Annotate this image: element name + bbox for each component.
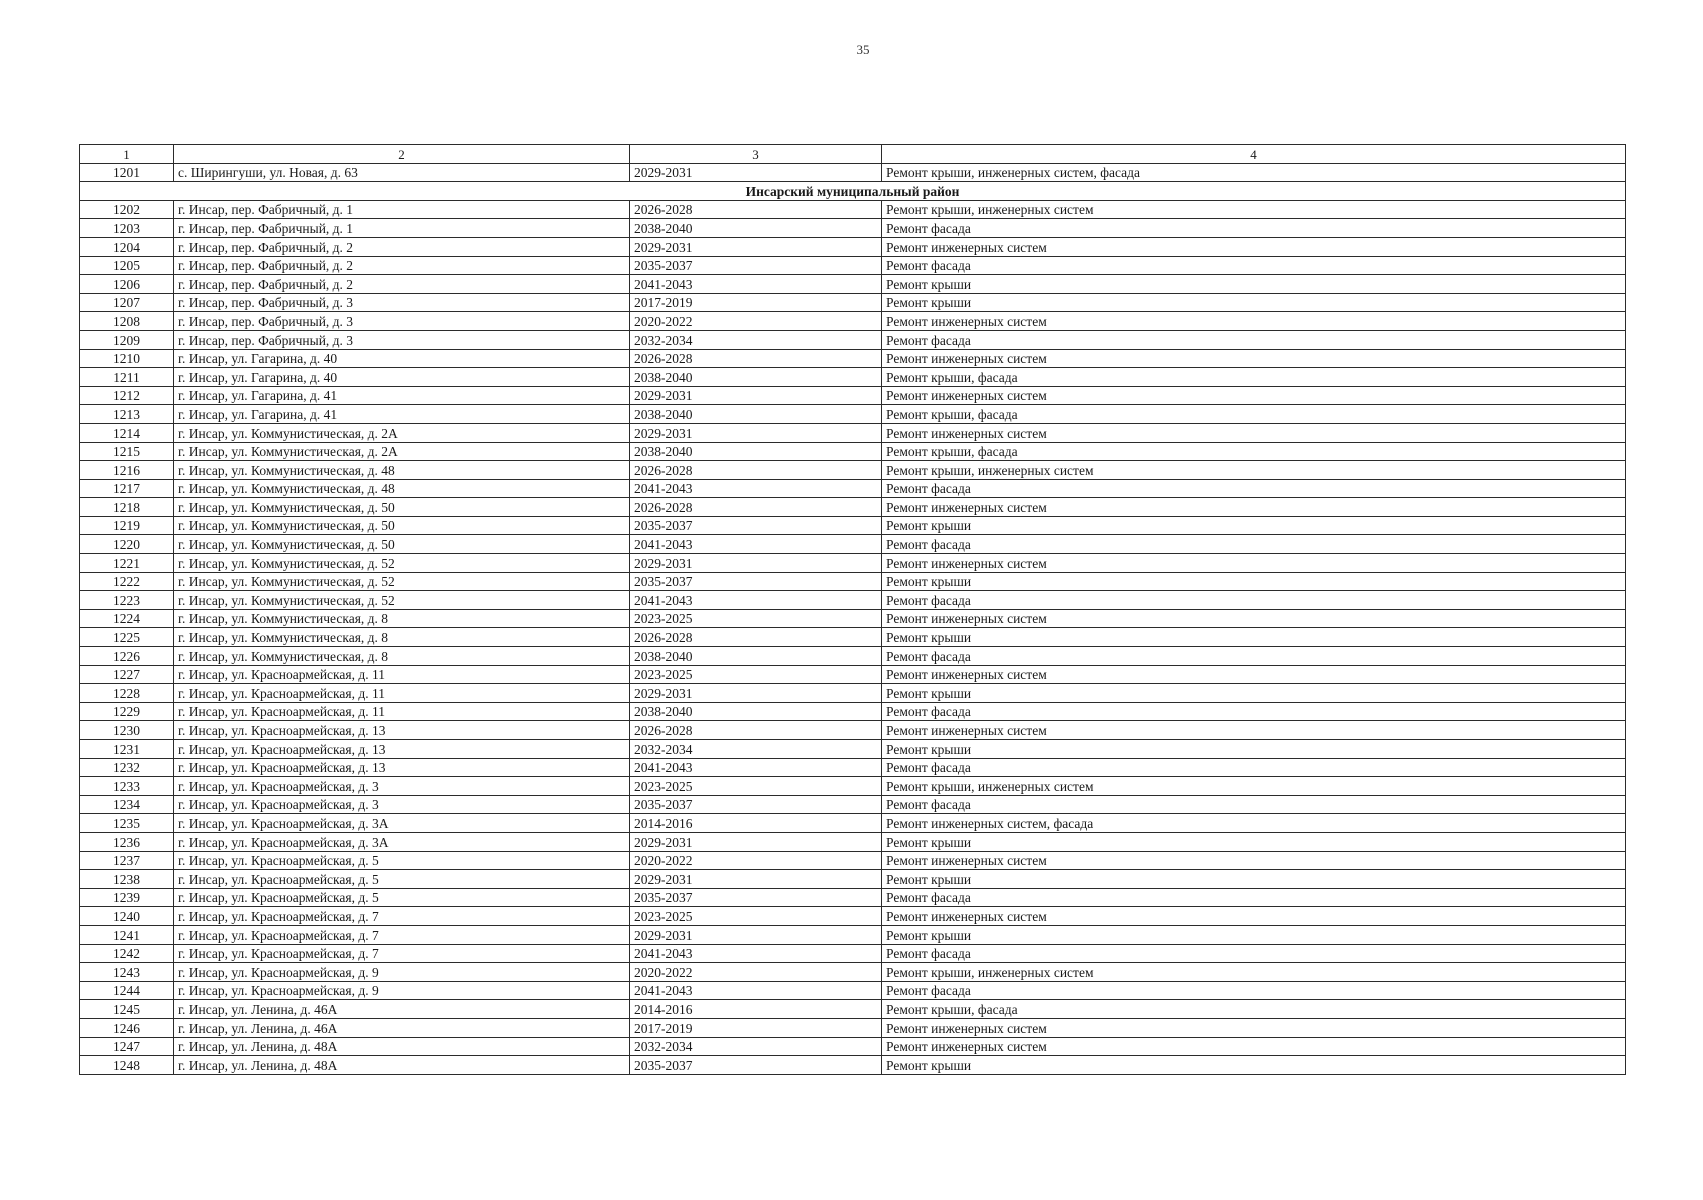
address-cell: г. Инсар, ул. Ленина, д. 46А <box>174 1000 630 1019</box>
period-cell: 2041-2043 <box>630 275 882 294</box>
period-cell: 2032-2034 <box>630 740 882 759</box>
period-cell: 2038-2040 <box>630 442 882 461</box>
row-number: 1225 <box>80 628 174 647</box>
work-type-cell: Ремонт крыши <box>882 293 1626 312</box>
period-cell: 2020-2022 <box>630 851 882 870</box>
row-number: 1216 <box>80 461 174 480</box>
table-row <box>80 758 1626 777</box>
address-cell: г. Инсар, ул. Красноармейская, д. 13 <box>174 721 630 740</box>
address-cell: г. Инсар, ул. Красноармейская, д. 3А <box>174 832 630 851</box>
period-cell: 2035-2037 <box>630 795 882 814</box>
row-number: 1224 <box>80 609 174 628</box>
row-number: 1233 <box>80 777 174 796</box>
address-cell: г. Инсар, пер. Фабричный, д. 2 <box>174 256 630 275</box>
row-number: 1242 <box>80 944 174 963</box>
period-cell: 2029-2031 <box>630 237 882 256</box>
period-cell: 2035-2037 <box>630 888 882 907</box>
period-cell: 2026-2028 <box>630 628 882 647</box>
row-number: 1213 <box>80 405 174 424</box>
column-header: 2 <box>174 145 630 164</box>
work-type-cell: Ремонт крыши <box>882 832 1626 851</box>
period-cell: 2026-2028 <box>630 200 882 219</box>
work-type-cell: Ремонт фасада <box>882 795 1626 814</box>
work-type-cell: Ремонт инженерных систем <box>882 721 1626 740</box>
row-number: 1223 <box>80 591 174 610</box>
address-cell: г. Инсар, ул. Коммунистическая, д. 8 <box>174 647 630 666</box>
work-type-cell: Ремонт крыши <box>882 925 1626 944</box>
period-cell: 2023-2025 <box>630 907 882 926</box>
address-cell: г. Инсар, ул. Коммунистическая, д. 48 <box>174 461 630 480</box>
table-row <box>80 981 1626 1000</box>
table-row <box>80 777 1626 796</box>
table-row <box>80 200 1626 219</box>
work-type-cell: Ремонт инженерных систем <box>882 1037 1626 1056</box>
row-number: 1215 <box>80 442 174 461</box>
table-row <box>80 907 1626 926</box>
table-row <box>80 870 1626 889</box>
period-cell: 2023-2025 <box>630 777 882 796</box>
table-row <box>80 442 1626 461</box>
row-number: 1211 <box>80 368 174 387</box>
period-cell: 2017-2019 <box>630 293 882 312</box>
work-type-cell: Ремонт инженерных систем, фасада <box>882 814 1626 833</box>
address-cell: г. Инсар, пер. Фабричный, д. 3 <box>174 330 630 349</box>
work-type-cell: Ремонт крыши <box>882 740 1626 759</box>
address-cell: г. Инсар, ул. Красноармейская, д. 11 <box>174 665 630 684</box>
period-cell: 2038-2040 <box>630 368 882 387</box>
address-cell: г. Инсар, ул. Коммунистическая, д. 52 <box>174 591 630 610</box>
table-row <box>80 479 1626 498</box>
row-number: 1219 <box>80 516 174 535</box>
row-number: 1241 <box>80 925 174 944</box>
period-cell: 2029-2031 <box>630 870 882 889</box>
table-row <box>80 386 1626 405</box>
address-cell: г. Инсар, ул. Коммунистическая, д. 8 <box>174 609 630 628</box>
address-cell: г. Инсар, ул. Красноармейская, д. 7 <box>174 925 630 944</box>
table-row <box>80 293 1626 312</box>
row-number: 1203 <box>80 219 174 238</box>
row-number: 1238 <box>80 870 174 889</box>
work-type-cell: Ремонт инженерных систем <box>882 609 1626 628</box>
table-row <box>80 963 1626 982</box>
row-number: 1222 <box>80 572 174 591</box>
row-number: 1231 <box>80 740 174 759</box>
period-cell: 2026-2028 <box>630 461 882 480</box>
table-row <box>80 591 1626 610</box>
address-cell: г. Инсар, пер. Фабричный, д. 1 <box>174 200 630 219</box>
table-row <box>80 795 1626 814</box>
table-row <box>80 647 1626 666</box>
period-cell: 2032-2034 <box>630 1037 882 1056</box>
row-number: 1201 <box>80 163 174 182</box>
period-cell: 2014-2016 <box>630 814 882 833</box>
address-cell: г. Инсар, ул. Ленина, д. 48А <box>174 1056 630 1075</box>
address-cell: г. Инсар, ул. Ленина, д. 46А <box>174 1018 630 1037</box>
column-header: 1 <box>80 145 174 164</box>
address-cell: г. Инсар, ул. Коммунистическая, д. 48 <box>174 479 630 498</box>
row-number: 1239 <box>80 888 174 907</box>
table-row <box>80 237 1626 256</box>
district-heading: Инсарский муниципальный район <box>80 182 1626 201</box>
row-number: 1227 <box>80 665 174 684</box>
row-number: 1245 <box>80 1000 174 1019</box>
period-cell: 2038-2040 <box>630 647 882 666</box>
work-type-cell: Ремонт крыши, инженерных систем <box>882 200 1626 219</box>
row-number: 1226 <box>80 647 174 666</box>
table-row <box>80 628 1626 647</box>
address-cell: г. Инсар, ул. Красноармейская, д. 5 <box>174 851 630 870</box>
address-cell: г. Инсар, ул. Красноармейская, д. 7 <box>174 907 630 926</box>
table-row <box>80 684 1626 703</box>
period-cell: 2038-2040 <box>630 702 882 721</box>
work-type-cell: Ремонт крыши <box>882 870 1626 889</box>
period-cell: 2035-2037 <box>630 1056 882 1075</box>
work-type-cell: Ремонт инженерных систем <box>882 851 1626 870</box>
table-row <box>80 330 1626 349</box>
row-number: 1221 <box>80 554 174 573</box>
period-cell: 2023-2025 <box>630 665 882 684</box>
work-type-cell: Ремонт фасада <box>882 535 1626 554</box>
work-type-cell: Ремонт фасада <box>882 888 1626 907</box>
work-type-cell: Ремонт крыши, фасада <box>882 405 1626 424</box>
page-number: 35 <box>856 42 870 57</box>
table-row <box>80 312 1626 331</box>
repair-schedule-table <box>79 144 1626 1075</box>
table-row <box>80 702 1626 721</box>
work-type-cell: Ремонт инженерных систем <box>882 665 1626 684</box>
column-number-row <box>80 145 1626 164</box>
address-cell: г. Инсар, ул. Красноармейская, д. 13 <box>174 758 630 777</box>
table-row <box>80 554 1626 573</box>
row-number: 1212 <box>80 386 174 405</box>
table-row <box>80 1056 1626 1075</box>
work-type-cell: Ремонт крыши <box>882 516 1626 535</box>
work-type-cell: Ремонт инженерных систем <box>882 498 1626 517</box>
table-row <box>80 219 1626 238</box>
row-number: 1234 <box>80 795 174 814</box>
table-row <box>80 851 1626 870</box>
period-cell: 2020-2022 <box>630 963 882 982</box>
work-type-cell: Ремонт фасада <box>882 330 1626 349</box>
work-type-cell: Ремонт крыши, фасада <box>882 442 1626 461</box>
table-row <box>80 1000 1626 1019</box>
row-number: 1202 <box>80 200 174 219</box>
address-cell: г. Инсар, ул. Красноармейская, д. 9 <box>174 963 630 982</box>
row-number: 1230 <box>80 721 174 740</box>
column-header: 4 <box>882 145 1626 164</box>
work-type-cell: Ремонт инженерных систем <box>882 237 1626 256</box>
row-number: 1217 <box>80 479 174 498</box>
period-cell: 2017-2019 <box>630 1018 882 1037</box>
work-type-cell: Ремонт фасада <box>882 256 1626 275</box>
address-cell: г. Инсар, ул. Гагарина, д. 41 <box>174 405 630 424</box>
table-row <box>80 925 1626 944</box>
address-cell: г. Инсар, пер. Фабричный, д. 2 <box>174 237 630 256</box>
address-cell: г. Инсар, ул. Коммунистическая, д. 2А <box>174 423 630 442</box>
table-row <box>80 944 1626 963</box>
work-type-cell: Ремонт фасада <box>882 647 1626 666</box>
work-type-cell: Ремонт инженерных систем <box>882 349 1626 368</box>
row-number: 1207 <box>80 293 174 312</box>
period-cell: 2041-2043 <box>630 944 882 963</box>
period-cell: 2038-2040 <box>630 405 882 424</box>
work-type-cell: Ремонт фасада <box>882 591 1626 610</box>
address-cell: г. Инсар, ул. Красноармейская, д. 5 <box>174 870 630 889</box>
work-type-cell: Ремонт инженерных систем <box>882 554 1626 573</box>
table-row <box>80 535 1626 554</box>
period-cell: 2029-2031 <box>630 163 882 182</box>
table-row <box>80 814 1626 833</box>
table-row <box>80 740 1626 759</box>
table-row <box>80 721 1626 740</box>
address-cell: г. Инсар, ул. Коммунистическая, д. 52 <box>174 554 630 573</box>
column-header: 3 <box>630 145 882 164</box>
address-cell: г. Инсар, ул. Красноармейская, д. 5 <box>174 888 630 907</box>
row-number: 1209 <box>80 330 174 349</box>
period-cell: 2038-2040 <box>630 219 882 238</box>
period-cell: 2035-2037 <box>630 516 882 535</box>
period-cell: 2035-2037 <box>630 256 882 275</box>
address-cell: г. Инсар, ул. Коммунистическая, д. 52 <box>174 572 630 591</box>
work-type-cell: Ремонт крыши <box>882 628 1626 647</box>
row-number: 1210 <box>80 349 174 368</box>
address-cell: г. Инсар, ул. Коммунистическая, д. 8 <box>174 628 630 647</box>
address-cell: г. Инсар, ул. Красноармейская, д. 3 <box>174 795 630 814</box>
row-number: 1244 <box>80 981 174 1000</box>
table-row <box>80 461 1626 480</box>
work-type-cell: Ремонт крыши, инженерных систем <box>882 461 1626 480</box>
period-cell: 2032-2034 <box>630 330 882 349</box>
address-cell: г. Инсар, ул. Коммунистическая, д. 2А <box>174 442 630 461</box>
address-cell: г. Инсар, пер. Фабричный, д. 3 <box>174 293 630 312</box>
period-cell: 2026-2028 <box>630 498 882 517</box>
table-row <box>80 1037 1626 1056</box>
table-row <box>80 1018 1626 1037</box>
period-cell: 2029-2031 <box>630 925 882 944</box>
table-row <box>80 516 1626 535</box>
table-row <box>80 349 1626 368</box>
work-type-cell: Ремонт фасада <box>882 758 1626 777</box>
address-cell: г. Инсар, ул. Красноармейская, д. 7 <box>174 944 630 963</box>
row-number: 1240 <box>80 907 174 926</box>
row-number: 1235 <box>80 814 174 833</box>
period-cell: 2041-2043 <box>630 479 882 498</box>
work-type-cell: Ремонт фасада <box>882 944 1626 963</box>
row-number: 1214 <box>80 423 174 442</box>
work-type-cell: Ремонт инженерных систем <box>882 386 1626 405</box>
period-cell: 2041-2043 <box>630 591 882 610</box>
table-row <box>80 498 1626 517</box>
address-cell: г. Инсар, ул. Коммунистическая, д. 50 <box>174 498 630 517</box>
table-row <box>80 368 1626 387</box>
table-row <box>80 163 1626 182</box>
period-cell: 2029-2031 <box>630 423 882 442</box>
row-number: 1246 <box>80 1018 174 1037</box>
address-cell: с. Ширингуши, ул. Новая, д. 63 <box>174 163 630 182</box>
address-cell: г. Инсар, ул. Красноармейская, д. 13 <box>174 740 630 759</box>
row-number: 1204 <box>80 237 174 256</box>
row-number: 1206 <box>80 275 174 294</box>
work-type-cell: Ремонт крыши, инженерных систем, фасада <box>882 163 1626 182</box>
period-cell: 2029-2031 <box>630 684 882 703</box>
address-cell: г. Инсар, ул. Красноармейская, д. 9 <box>174 981 630 1000</box>
row-number: 1228 <box>80 684 174 703</box>
work-type-cell: Ремонт фасада <box>882 479 1626 498</box>
table-row <box>80 423 1626 442</box>
period-cell: 2029-2031 <box>630 386 882 405</box>
period-cell: 2023-2025 <box>630 609 882 628</box>
address-cell: г. Инсар, пер. Фабричный, д. 3 <box>174 312 630 331</box>
work-type-cell: Ремонт крыши, фасада <box>882 1000 1626 1019</box>
period-cell: 2041-2043 <box>630 535 882 554</box>
row-number: 1237 <box>80 851 174 870</box>
table-row <box>80 572 1626 591</box>
address-cell: г. Инсар, ул. Гагарина, д. 41 <box>174 386 630 405</box>
work-type-cell: Ремонт инженерных систем <box>882 423 1626 442</box>
period-cell: 2014-2016 <box>630 1000 882 1019</box>
period-cell: 2029-2031 <box>630 832 882 851</box>
row-number: 1208 <box>80 312 174 331</box>
address-cell: г. Инсар, ул. Гагарина, д. 40 <box>174 349 630 368</box>
period-cell: 2041-2043 <box>630 758 882 777</box>
period-cell: 2020-2022 <box>630 312 882 331</box>
period-cell: 2041-2043 <box>630 981 882 1000</box>
row-number: 1243 <box>80 963 174 982</box>
work-type-cell: Ремонт инженерных систем <box>882 1018 1626 1037</box>
work-type-cell: Ремонт фасада <box>882 981 1626 1000</box>
address-cell: г. Инсар, ул. Красноармейская, д. 3А <box>174 814 630 833</box>
row-number: 1247 <box>80 1037 174 1056</box>
work-type-cell: Ремонт крыши <box>882 684 1626 703</box>
work-type-cell: Ремонт инженерных систем <box>882 907 1626 926</box>
row-number: 1220 <box>80 535 174 554</box>
period-cell: 2035-2037 <box>630 572 882 591</box>
district-row <box>80 182 1626 201</box>
work-type-cell: Ремонт крыши, инженерных систем <box>882 777 1626 796</box>
work-type-cell: Ремонт крыши, фасада <box>882 368 1626 387</box>
period-cell: 2026-2028 <box>630 349 882 368</box>
work-type-cell: Ремонт крыши <box>882 572 1626 591</box>
address-cell: г. Инсар, пер. Фабричный, д. 2 <box>174 275 630 294</box>
row-number: 1232 <box>80 758 174 777</box>
period-cell: 2026-2028 <box>630 721 882 740</box>
table-row <box>80 275 1626 294</box>
table-row <box>80 665 1626 684</box>
address-cell: г. Инсар, ул. Ленина, д. 48А <box>174 1037 630 1056</box>
work-type-cell: Ремонт крыши, инженерных систем <box>882 963 1626 982</box>
address-cell: г. Инсар, ул. Гагарина, д. 40 <box>174 368 630 387</box>
work-type-cell: Ремонт фасада <box>882 702 1626 721</box>
address-cell: г. Инсар, ул. Коммунистическая, д. 50 <box>174 516 630 535</box>
row-number: 1236 <box>80 832 174 851</box>
table-row <box>80 832 1626 851</box>
table-row <box>80 405 1626 424</box>
address-cell: г. Инсар, ул. Красноармейская, д. 3 <box>174 777 630 796</box>
address-cell: г. Инсар, пер. Фабричный, д. 1 <box>174 219 630 238</box>
row-number: 1229 <box>80 702 174 721</box>
work-type-cell: Ремонт крыши <box>882 275 1626 294</box>
address-cell: г. Инсар, ул. Красноармейская, д. 11 <box>174 702 630 721</box>
work-type-cell: Ремонт фасада <box>882 219 1626 238</box>
table-row <box>80 256 1626 275</box>
table-row <box>80 888 1626 907</box>
row-number: 1218 <box>80 498 174 517</box>
row-number: 1205 <box>80 256 174 275</box>
table-body <box>80 145 1626 1075</box>
period-cell: 2029-2031 <box>630 554 882 573</box>
work-type-cell: Ремонт крыши <box>882 1056 1626 1075</box>
address-cell: г. Инсар, ул. Коммунистическая, д. 50 <box>174 535 630 554</box>
table-row <box>80 609 1626 628</box>
row-number: 1248 <box>80 1056 174 1075</box>
work-type-cell: Ремонт инженерных систем <box>882 312 1626 331</box>
address-cell: г. Инсар, ул. Красноармейская, д. 11 <box>174 684 630 703</box>
